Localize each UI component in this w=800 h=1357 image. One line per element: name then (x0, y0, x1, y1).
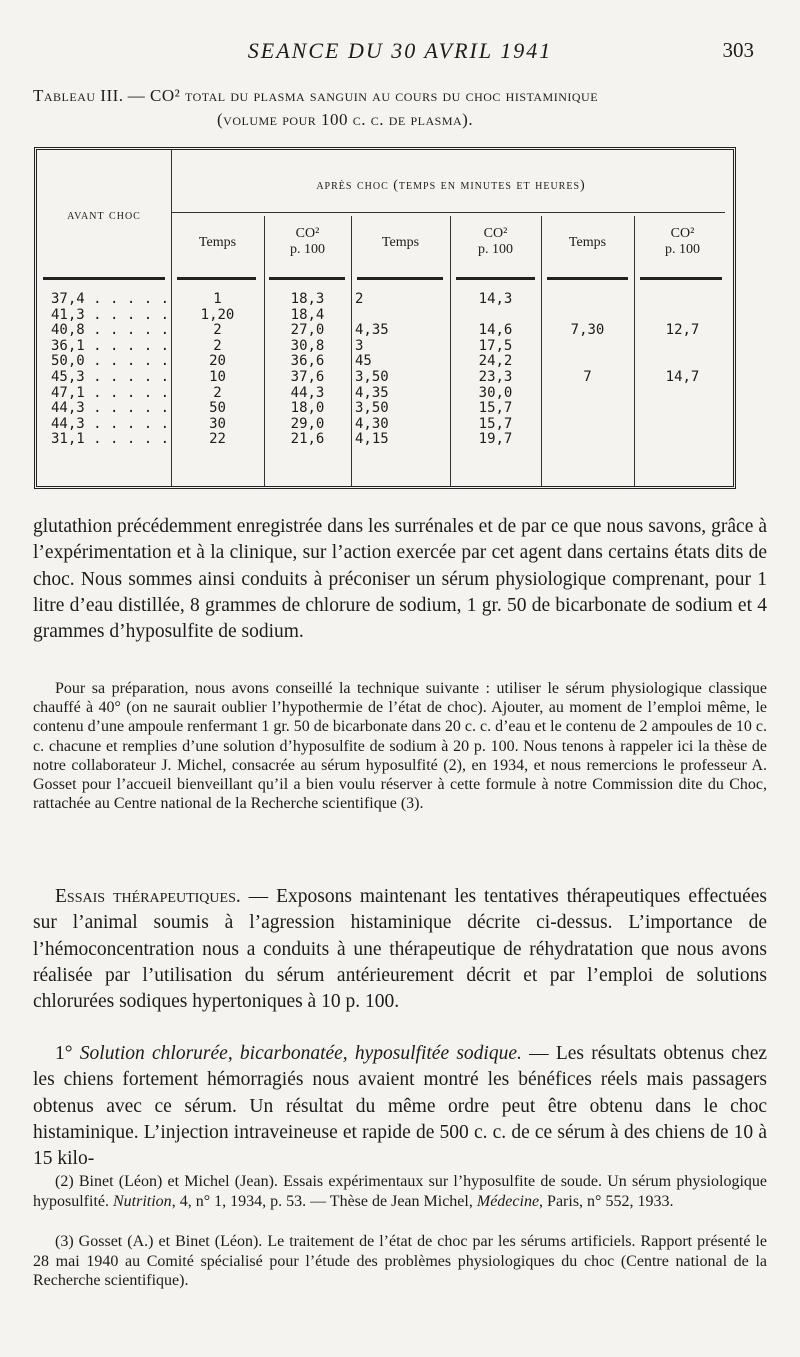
table-cell-avant: 31,1 . . . . . (51, 431, 170, 448)
table-cell-t2: 45 (355, 353, 372, 370)
paragraph-4-text: — Les résultats obtenus chez les chiens fortement hémorragiés nous avaient montré les bénéfices réels mais passagers obtenus avec ce sérum. Un résultat du même ordre peut être obtenu dans le choc histaminique. L’injection intraveineuse et rapide de 500 c. c. de ce sérum à des chiens de 10 à 15 kilo- (33, 1043, 768, 1170)
table-cell-c1: 37,6 (290, 369, 325, 385)
header-co2-symbol: CO² (670, 226, 695, 241)
table-cell-t3: 7 (583, 369, 592, 385)
table-cell-c1: 18,0 (290, 400, 325, 417)
table-divider (541, 216, 542, 486)
table-cell-t2: 2 (355, 291, 364, 307)
table-cell-c2: 15,7 (478, 400, 513, 417)
header-co2-symbol: CO² (295, 226, 320, 241)
paragraph-1: glutathion précédemment enregistrée dans les surrénales et de par ce que nous savons, grâce à l’expérimentation et à la clinique, sur l’action exercée par cet agent dans certains états dits de choc. Nous sommes ainsi conduits à préconiser un sérum physiologique comprenant, pour 1 litre d’eau distillée, 8 grammes de chlorure de sodium, 1 gr. 50 de bicarbonate de sodium et 4 grammes d’hyposulfite de sodium. (33, 516, 767, 643)
table-cell-avant: 36,1 . . . . . (51, 337, 170, 354)
table-cell-t1: 50 (209, 400, 226, 417)
section-heading: Essais thérapeutiques. (55, 886, 241, 907)
table-cell-c2: 15,7 (478, 415, 513, 432)
paragraph-3 (33, 884, 767, 1015)
table-cell-avant: 47,1 . . . . . (51, 384, 170, 401)
table-cell-avant: 45,3 . . . . . (51, 369, 170, 385)
table-cell-t1: 20 (209, 353, 226, 370)
table-cell-avant: 40,8 . . . . . (51, 322, 170, 339)
footnote-2-text-c: , Paris, n° 552, 1933. (539, 1192, 674, 1210)
table-cell-c2: 14,3 (478, 291, 513, 307)
table-cell-t1: 30 (209, 415, 226, 432)
footnote-2-text-b: , 4, n° 1, 1934, p. 53. — Thèse de Jean Michel, (171, 1192, 477, 1210)
table-cell-avant: 50,0 . . . . . (51, 353, 170, 370)
table-cell-avant: 41,3 . . . . . (51, 306, 170, 323)
table-cell-c3: 14,7 (665, 369, 700, 385)
running-header (0, 38, 800, 68)
header-co2-3 (634, 226, 731, 258)
table-cell-t1: 1 (213, 291, 222, 307)
table-cell-t1: 22 (209, 431, 226, 448)
paragraph-2: Pour sa préparation, nous avons conseillé la technique suivante : utiliser le sérum physiologique classique chauffé à 40° (on ne saurait oublier l’hypothermie de l’état de choc). Ajouter, au moment de l’emploi même, le contenu d’une ampoule renfermant 1 gr. 50 de bicarbonate dans 20 c. c. d’eau et le contenu de 2 ampoules de 10 c. c. chacune et remplies d’une solution d’hyposulfite de sodium à 20 p. 100. Nous tenons à rappeler ici la thèse de notre collaborateur J. Michel, consacrée au sérum hyposulfité (2), en 1934, et nous remercions le professeur A. Gosset pour l’accueil bienveillant qu’il a bien voulu réserver à cette formule à notre Commission dite du Choc, rattachée au Centre national de la Recherche scientifique (3). (33, 680, 767, 813)
table-cell-t2: 3,50 (355, 369, 389, 385)
table-cell-c1: 18,4 (290, 306, 325, 323)
header-co2-2 (450, 226, 541, 258)
header-co2-unit: p. 100 (665, 242, 700, 257)
table-cell-t2: 3,50 (355, 400, 389, 417)
header-co2-1 (264, 226, 351, 258)
table-divider (351, 216, 352, 486)
footnote-2-journal-2: Médecine (476, 1192, 540, 1210)
header-co2-symbol: CO² (483, 226, 508, 241)
table-cell-t1: 2 (213, 322, 222, 339)
table-cell-avant: 37,4 . . . . . (51, 291, 170, 307)
footnote-3: (3) Gosset (A.) et Binet (Léon). Le traitement de l’état de choc par les sérums artificiels. Rapport présenté le 28 mai 1940 au Comité spécialisé pour l’étude des problèmes physiologiques du choc (Centre national de la Recherche scientifique). (33, 1233, 767, 1290)
caption-text-line1: — CO² total du plasma sanguin au cours du choc histaminique (127, 86, 599, 105)
table-caption (33, 84, 773, 132)
table-header-rule (357, 277, 443, 280)
table-label: Tableau III. (33, 86, 124, 105)
table-cell-c2: 24,2 (478, 353, 513, 370)
header-co2-unit: p. 100 (290, 242, 325, 257)
table-header-rule (43, 277, 165, 280)
table-cell-t1: 1,20 (200, 306, 235, 323)
footnote-2-journal: Nutrition (113, 1192, 172, 1210)
table-cell-t2: 3 (355, 337, 364, 354)
table-cell-c2: 30,0 (478, 384, 513, 401)
table-subheader-rule (171, 212, 725, 213)
table-cell-t2: 4,30 (355, 415, 389, 432)
table-header-rule (269, 277, 345, 280)
table-cell-c2: 17,5 (478, 337, 513, 354)
table-cell-c3: 12,7 (665, 322, 700, 339)
table-cell-c1: 44,3 (290, 384, 325, 401)
footnote-2-text: (2) Binet (Léon) et Michel (Jean). Essais expérimentaux sur l’hyposulfite de soude. Un sérum physiologique hyposulfité. (33, 1173, 767, 1210)
paragraph-4 (33, 1041, 767, 1172)
table-cell-t2: 4,35 (355, 322, 389, 339)
table-cell-avant: 44,3 . . . . . (51, 415, 170, 432)
table-cell-c1: 21,6 (290, 431, 325, 448)
table-cell-c1: 18,3 (290, 291, 325, 307)
page-number: 303 (722, 38, 754, 62)
table-cell-t2: 4,35 (355, 384, 389, 401)
item-title: Solution chlorurée, bicarbonatée, hyposulfitée sodique. (79, 1043, 522, 1064)
header-temps-1: Temps (198, 235, 237, 250)
table-cell-t1: 2 (213, 337, 222, 354)
table-header-rule (177, 277, 256, 280)
table-cell-c1: 29,0 (290, 415, 325, 432)
table-cell-t3: 7,30 (570, 322, 605, 339)
header-avant-choc: avant choc (67, 208, 141, 223)
table-cell-c1: 27,0 (290, 322, 325, 339)
table-cell-avant: 44,3 . . . . . (51, 400, 170, 417)
table-header-rule (456, 277, 535, 280)
header-temps-2: Temps (381, 235, 420, 250)
table-cell-c2: 19,7 (478, 431, 513, 448)
running-title: SEANCE DU 30 AVRIL 1941 (247, 38, 553, 63)
table-cell-c2: 14,6 (478, 322, 513, 339)
table-header-rule (547, 277, 628, 280)
header-co2-unit: p. 100 (478, 242, 513, 257)
table-header-rule (640, 277, 722, 280)
footnote-2 (33, 1172, 767, 1211)
caption-text-line2: (volume pour 100 c. c. de plasma). (217, 110, 474, 129)
table-cell-c1: 36,6 (290, 353, 325, 370)
item-number: 1° (55, 1043, 80, 1064)
table-cell-t1: 2 (213, 384, 222, 401)
header-temps-3: Temps (568, 235, 607, 250)
table-cell-t2: 4,15 (355, 431, 389, 448)
table-cell-c2: 23,3 (478, 369, 513, 385)
paragraph-3-text: — Exposons maintenant les tentatives thérapeutiques effectuées sur l’animal soumis à l’agression histaminique décrite ci-dessus. L’importance de l’hémoconcentration nous a conduits à une thérapeutique de réhydratation que nous avons réalisée par l’utilisation du sérum antérieurement décrit et par l’emploi de solutions chlorurées sodiques hypertoniques à 10 p. 100. (33, 886, 767, 1013)
data-table (34, 147, 736, 489)
table-cell-t1: 10 (209, 369, 226, 385)
header-apres-choc: après choc (temps en minutes et heures) (316, 178, 586, 193)
table-cell-c1: 30,8 (290, 337, 325, 354)
